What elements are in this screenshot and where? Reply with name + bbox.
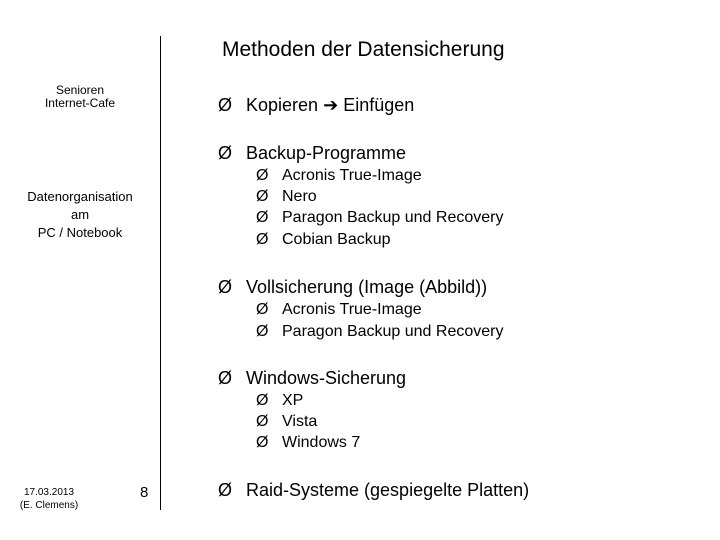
- bullet-arrow-icon: Ø: [218, 143, 233, 163]
- bullet-arrow-icon: Ø: [218, 368, 233, 388]
- raid-label: Raid-Systeme (gespiegelte Platten): [246, 480, 530, 500]
- bullet-arrow-icon: Ø: [218, 277, 233, 297]
- slide-title: Methoden der Datensicherung: [222, 38, 505, 61]
- bullet-arrow-icon: Ø: [256, 323, 269, 340]
- bullet-kopieren: [218, 95, 414, 116]
- bullet-arrow-icon: Ø: [256, 231, 269, 248]
- topic-label: [10, 188, 150, 242]
- bullet-arrow-icon: Ø: [256, 392, 269, 409]
- bullet-arrow-icon: Ø: [256, 413, 269, 430]
- bullet-raid-systeme: [218, 480, 529, 501]
- bullet-arrow-icon: Ø: [256, 434, 269, 451]
- footer-date-author: [14, 486, 84, 512]
- windows-label: Windows-Sicherung: [246, 368, 407, 388]
- list-item: Ø Paragon Backup und Recovery: [256, 323, 504, 340]
- bullet-backup-programme: [218, 143, 406, 164]
- list-item: Ø Windows 7: [256, 434, 361, 451]
- footer-date: 17.03.2013: [23, 487, 75, 498]
- list-item: Ø XP: [256, 392, 304, 409]
- list-item: Ø Acronis True-Image: [256, 301, 422, 318]
- topic-line-1: Datenorganisation: [27, 189, 133, 204]
- bullet-arrow-icon: Ø: [256, 301, 269, 318]
- voll-label: Vollsicherung (Image (Abbild)): [246, 277, 488, 297]
- brand-line-2: Internet-Cafe: [44, 96, 116, 110]
- bullet-arrow-icon: Ø: [256, 209, 269, 226]
- list-item: Ø Acronis True-Image: [256, 167, 422, 184]
- topic-line-3: PC / Notebook: [37, 225, 123, 240]
- list-item: Ø Cobian Backup: [256, 231, 391, 248]
- bullet-arrow-icon: Ø: [256, 188, 269, 205]
- vertical-divider: [160, 36, 161, 510]
- brand-label: [20, 84, 140, 110]
- bullet-arrow-icon: Ø: [218, 95, 233, 115]
- list-item: Ø Nero: [256, 188, 317, 205]
- backup-label: Backup-Programme: [246, 143, 407, 163]
- bullet-arrow-icon: Ø: [218, 480, 233, 500]
- bullet-vollsicherung: [218, 277, 487, 298]
- einfuegen-label: Einfügen: [343, 95, 415, 115]
- list-item: Ø Vista: [256, 413, 318, 430]
- list-item: Ø Paragon Backup und Recovery: [256, 209, 504, 226]
- kopieren-label: Kopieren: [246, 95, 319, 115]
- brand-line-1: Senioren: [55, 83, 105, 97]
- topic-line-2: am: [70, 207, 90, 222]
- bullet-arrow-icon: Ø: [256, 167, 269, 184]
- footer-author: (E. Clemens): [19, 500, 79, 511]
- page-number: 8: [140, 484, 149, 501]
- right-arrow-icon: ➔: [323, 95, 339, 115]
- bullet-windows-sicherung: [218, 368, 406, 389]
